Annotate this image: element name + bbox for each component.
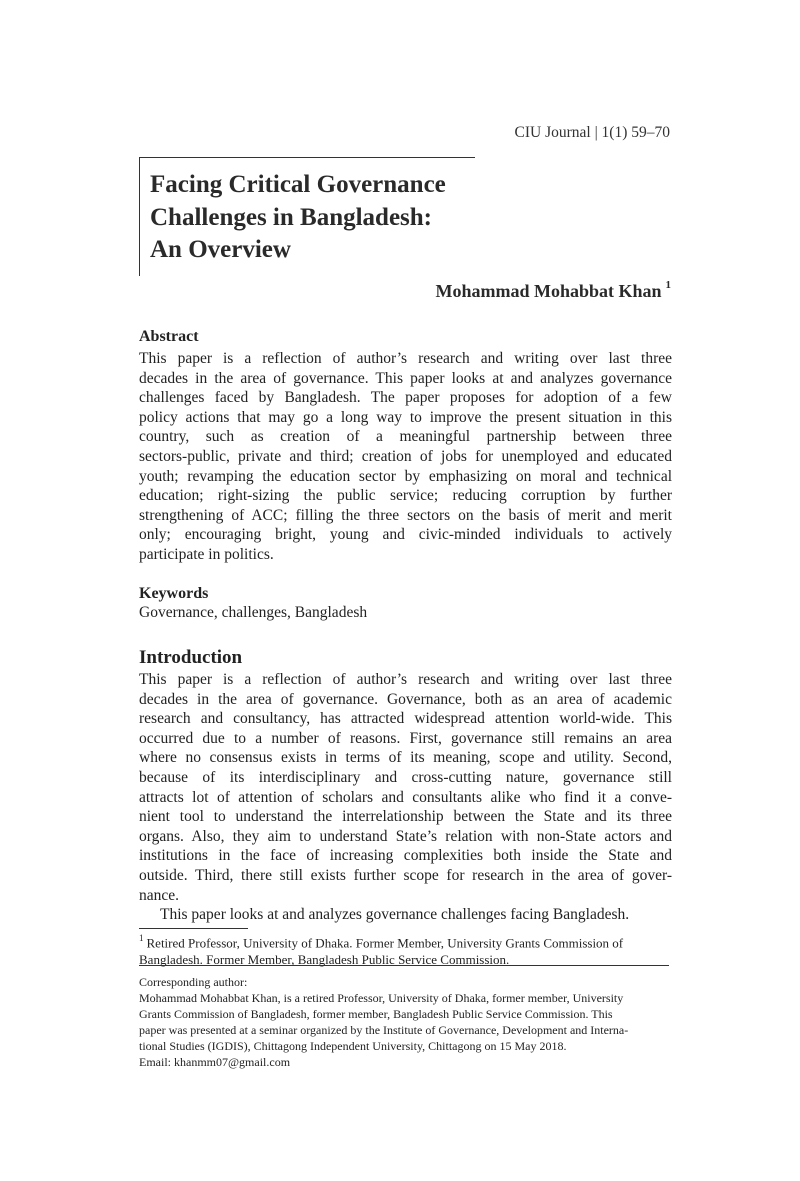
- introduction-line: nient tool to understand the interrelationship between the State and its three: [139, 808, 672, 826]
- author-name: Mohammad Mohabbat Khan: [435, 281, 662, 301]
- introduction-heading: Introduction: [139, 647, 243, 668]
- abstract-body: [139, 349, 672, 565]
- corresponding-line: Grants Commission of Bangladesh, former member, Bangladesh Public Service Commission. This: [139, 1007, 613, 1021]
- introduction-line: occurred due to a number of reasons. First, governance still remains an area: [139, 729, 672, 747]
- journal-reference: CIU Journal | 1(1) 59–70: [514, 124, 670, 141]
- abstract-line: challenges faced by Bangladesh. The paper proposes for adoption of a few: [139, 389, 672, 407]
- keywords-heading: Keywords: [139, 585, 209, 602]
- abstract-line: policy actions that may go a long way to improve the present situation in this: [139, 408, 672, 426]
- footnote-text: Retired Professor, University of Dhaka. Former Member, University Grants Commission of: [146, 935, 624, 951]
- abstract-line: decades in the area of governance. This paper looks at and analyzes governance: [139, 369, 672, 387]
- corresponding-separator: [139, 965, 669, 966]
- introduction-line: attracts lot of attention of scholars and consultants alike who find it a conve-: [139, 788, 672, 806]
- introduction-line: organs. Also, they aim to understand State’s relation with non-State actors and: [139, 827, 672, 845]
- abstract-heading: Abstract: [139, 328, 199, 345]
- introduction-line: research and consultancy, has attracted widespread attention world-wide. This: [139, 710, 672, 728]
- title-frame-top-rule: [139, 157, 475, 158]
- title-line: Facing Critical Governance: [150, 171, 446, 198]
- abstract-line: sectors-public, private and third; creation of jobs for unemployed and educated: [139, 447, 672, 465]
- footnote-separator: [139, 928, 248, 929]
- introduction-paragraph-2: This paper looks at and analyzes governance challenges facing Bangladesh.: [160, 906, 630, 923]
- abstract-line: strengthening of ACC; filling the three sectors on the basis of merit and merit: [139, 506, 672, 524]
- introduction-line: nance.: [139, 886, 180, 904]
- abstract-line: education; right-sizing the public service; reducing corruption by further: [139, 487, 672, 505]
- paper-title: [150, 169, 480, 267]
- corresponding-line: paper was presented at a seminar organized by the Institute of Governance, Development and Interna-: [139, 1023, 629, 1037]
- abstract-line: only; encouraging bright, young and civic-minded individuals to actively: [139, 526, 672, 544]
- introduction-line: This paper is a reflection of author’s research and writing over last three: [139, 671, 672, 688]
- introduction-line: decades in the area of governance. Governance, both as an area of academic: [139, 690, 672, 708]
- abstract-line: country, such as creation of a meaningful partnership between three: [139, 428, 672, 446]
- introduction-line: because of its interdisciplinary and cross-cutting nature, governance still: [139, 768, 672, 786]
- introduction-body: [139, 670, 672, 905]
- title-line: Challenges in Bangladesh:: [150, 203, 433, 231]
- footnote-line: Bangladesh. Former Member, Bangladesh Public Service Commission.: [139, 951, 510, 967]
- keywords-text: Governance, challenges, Bangladesh: [139, 604, 368, 621]
- abstract-line: youth; revamping the education sector by emphasizing on moral and technical: [139, 467, 672, 485]
- author-footnote-mark: 1: [665, 279, 671, 291]
- corresponding-email: Email: khanmm07@gmail.com: [139, 1055, 291, 1069]
- corresponding-author-note: [139, 974, 672, 1070]
- title-line: An Overview: [150, 236, 291, 263]
- title-frame-left-rule: [139, 157, 140, 276]
- abstract-line: This paper is a reflection of author’s research and writing over last three: [139, 350, 672, 367]
- abstract-line: participate in politics.: [139, 545, 274, 563]
- footnote-line: [139, 931, 672, 952]
- corresponding-line: Mohammad Mohabbat Khan, is a retired Professor, University of Dhaka, former member, University: [139, 991, 624, 1005]
- footnote: [139, 931, 672, 968]
- introduction-line: outside. Third, there still exists further scope for research in the area of gover-: [139, 866, 672, 884]
- footnote-mark: 1: [139, 933, 144, 943]
- introduction-line: where no consensus exists in terms of its meaning, scope and utility. Second,: [139, 749, 672, 767]
- corresponding-line: tional Studies (IGDIS), Chittagong Independent University, Chittagong on 15 May 2018.: [139, 1039, 567, 1053]
- introduction-line: institutions in the face of increasing complexities both inside the State and: [139, 847, 672, 865]
- corresponding-line: Corresponding author:: [139, 975, 248, 989]
- author-byline: [435, 281, 671, 302]
